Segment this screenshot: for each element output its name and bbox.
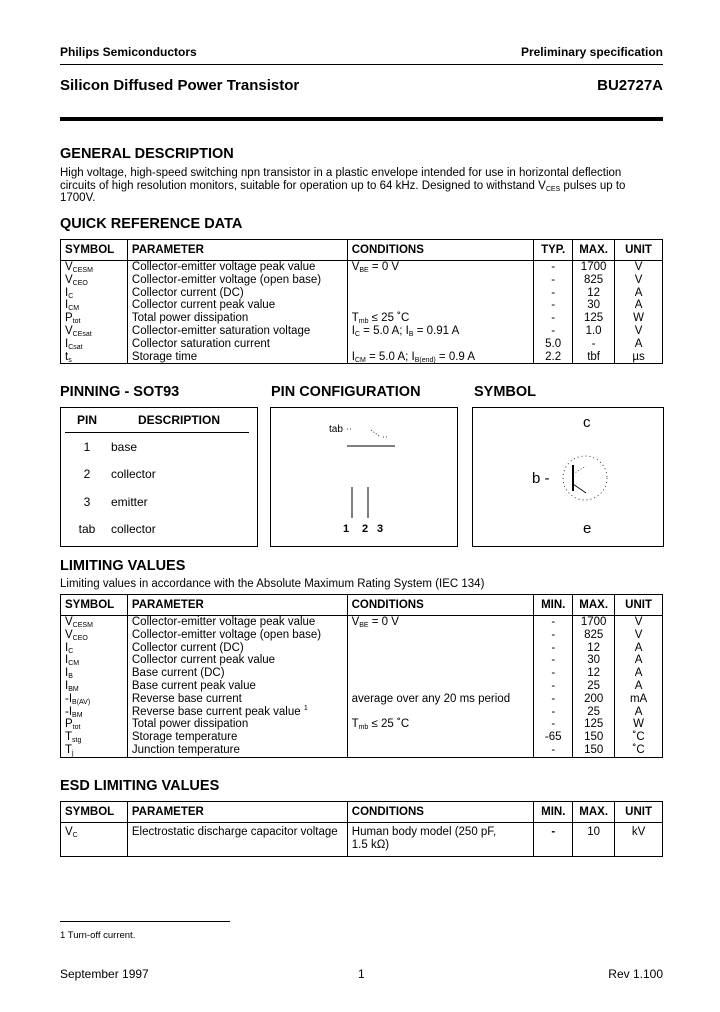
parameter-cell [127,299,347,312]
footnote-marker: 1 [303,704,308,712]
col-typ: TYP. [534,240,573,261]
symbol-cell [61,629,128,642]
symbol-text: V [65,616,73,628]
parameter-text: Junction temperature [131,743,240,756]
symbol-cell [61,261,128,274]
pin-number: tab [78,522,96,537]
parameter-cell [127,616,347,629]
symbol-subscript: CM [68,305,80,313]
symbol-subscript: j [72,749,74,757]
max-cell: 150 [573,744,615,757]
header-rule-thick [60,117,663,121]
conditions-subscript: BE [359,622,369,629]
max-cell: 30 [573,654,615,667]
parameter-text: Collector-emitter voltage (open base) [131,273,322,286]
symbol-text: t [65,350,69,363]
col-conditions: CONDITIONS [347,240,533,261]
max-cell: 125 [573,312,615,325]
table-row [61,616,663,629]
symbol-cell [61,680,128,693]
symbol-subscript: CEO [72,634,88,642]
parameter-cell [127,667,347,680]
table-row [61,312,663,325]
parameter-cell [127,706,347,719]
unit-cell: A [615,680,663,693]
unit-cell: A [615,642,663,655]
pin-label-3: 3 [377,523,384,535]
unit-cell: µs [615,351,663,364]
parameter-cell [127,312,347,325]
symbol-text: T [65,731,73,744]
min-cell: - [534,667,573,680]
document-status: Preliminary specification [520,45,663,59]
symbol-text: T [65,743,73,756]
symbol-text: I [65,337,69,350]
table-row [61,261,663,274]
symbol-subscript: stg [72,737,82,745]
conditions-subscript-2: B [408,330,414,338]
unit-cell: A [615,654,663,667]
parameter-cell: Electrostatic discharge capacitor voltage [127,823,347,857]
description-line-1: High voltage, high-speed switching npn transistor in a plastic envelope intended for use in horizontal deflection [60,167,622,179]
description-line-2-text: circuits of high resolution monitors, suitable for operation up to 64 kHz. Designed to withstand V [60,179,546,192]
conditions-text: I [351,324,355,337]
symbol-text: V [65,273,73,286]
typ-cell: 5.0 [534,338,573,351]
conditions-line-1: Human body model (250 pF, [351,826,497,838]
unit-cell: ˚C [615,744,663,757]
max-cell: 1700 [573,616,615,629]
pinning-heading: PINNING - SOT93 [60,384,180,400]
conditions-cell [347,629,534,642]
conditions-subscript: CM [354,356,366,364]
conditions-text-rest-2: = 0.9 A [435,350,476,363]
symbol-cell [61,654,128,667]
table-row [61,274,663,287]
col-unit: UNIT [615,240,663,261]
pin-configuration-heading: PIN CONFIGURATION [271,384,421,400]
min-cell: - [534,616,573,629]
symbol-text: V [65,261,73,273]
unit-cell: A [615,287,663,300]
min-cell: - [534,744,573,757]
header-rule-thin [60,64,663,65]
symbol-subscript: s [68,356,72,364]
unit-cell: V [615,274,663,287]
col-symbol: SYMBOL [61,240,128,261]
symbol-text: -I [65,705,73,718]
symbol-cell [61,338,128,351]
general-description-heading: GENERAL DESCRIPTION [60,146,234,162]
description-col-header: DESCRIPTION [109,408,249,433]
symbol-text: V [65,324,73,337]
footer-date: September 1997 [60,967,149,981]
conditions-cell [347,261,533,274]
parameter-cell [127,654,347,667]
max-cell: 12 [573,642,615,655]
col-unit: UNIT [615,802,663,823]
pin-description: collector [111,522,156,537]
conditions-cell [347,744,534,757]
parameter-text: Storage temperature [131,731,238,744]
conditions-text: T [351,718,359,731]
conditions-text-rest: = 0 V [368,261,400,273]
symbol-text: P [65,718,73,731]
col-symbol: SYMBOL [61,595,128,616]
table-row [61,706,663,719]
unit-cell: V [615,629,663,642]
collector-label: c [583,414,591,431]
conditions-cell [347,642,534,655]
symbol-subscript: CM [68,660,80,668]
col-min: MIN. [534,802,573,823]
conditions-text: V [351,261,360,273]
conditions-cell [347,299,533,312]
parameter-cell [127,351,347,364]
unit-cell: W [615,312,663,325]
parameter-cell [127,274,347,287]
symbol-cell [61,325,128,338]
conditions-cell [347,274,533,287]
npn-transistor-icon [473,408,663,546]
parameter-text: Total power dissipation [131,312,249,325]
parameter-text: Total power dissipation [131,718,249,731]
min-cell: - [534,642,573,655]
esd-table [60,801,663,857]
max-cell: 125 [573,718,615,731]
min-cell: - [534,693,573,706]
conditions-subscript: BE [359,267,369,274]
conditions-cell [347,706,534,719]
parameter-cell [127,731,347,744]
min-cell: - [534,629,573,642]
quick-reference-table [60,239,663,364]
symbol-subscript: Csat [68,343,83,351]
pin-label-1: 1 [343,523,350,535]
parameter-cell [127,744,347,757]
vces-subscript: CES [545,185,561,193]
max-cell: 12 [573,287,615,300]
col-min: MIN. [534,595,573,616]
pin-description: base [111,439,138,454]
conditions-cell [347,351,533,364]
typ-cell: - [534,261,573,274]
unit-cell: V [615,325,663,338]
footnote-rule [60,921,230,922]
pin-number: 3 [83,494,91,509]
symbol-text: I [65,299,69,312]
symbol-subscript: CESM [72,267,93,274]
parameter-text: Collector current peak value [131,654,276,667]
quick-reference-heading: QUICK REFERENCE DATA [60,216,243,232]
conditions-cell [347,680,534,693]
max-cell: tbf [573,351,615,364]
table-row [61,718,663,731]
parameter-text: Collector-emitter voltage peak value [131,616,316,628]
table-row [61,325,663,338]
symbol-box [472,407,664,547]
unit-cell: mA [615,693,663,706]
conditions-cell [347,312,533,325]
parameter-text: Collector-emitter voltage (open base) [131,628,322,641]
conditions-text: I [351,350,355,363]
conditions-subscript: mb [358,724,369,732]
description-line-3: 1700V. [60,192,96,204]
parameter-cell [127,325,347,338]
unit-cell: A [615,667,663,680]
symbol-cell [61,287,128,300]
max-cell: 150 [573,731,615,744]
symbol-subscript: tot [72,724,81,732]
symbol-text: I [65,667,69,680]
pin-description: collector [111,467,156,482]
table-row [61,693,663,706]
conditions-text-rest-2: = 0.91 A [413,324,460,337]
max-cell: 25 [573,706,615,719]
table-row [61,287,663,300]
symbol-text: -I [65,692,73,705]
unit-cell: A [615,706,663,719]
conditions-line-2: 1.5 kΩ) [351,839,390,851]
unit-cell: kV [615,823,663,857]
conditions-cell [347,731,534,744]
col-conditions: CONDITIONS [347,802,534,823]
conditions-cell [347,654,534,667]
symbol-cell [61,642,128,655]
min-cell: - [534,706,573,719]
max-cell: 200 [573,693,615,706]
revision: Rev 1.100 [608,967,663,981]
symbol-subscript: BM [68,685,79,693]
pin-number: 1 [83,439,91,454]
typ-cell: 2.2 [534,351,573,364]
description-line-2-tail: pulses up to [560,179,626,192]
conditions-text-rest: = 0 V [368,616,399,628]
symbol-subscript: CEsat [72,330,92,338]
symbol-cell [61,351,128,364]
pinning-box [60,407,258,547]
symbol-cell [61,706,128,719]
col-max: MAX. [573,802,615,823]
symbol-text: P [65,312,73,325]
parameter-cell [127,693,347,706]
conditions-cell [347,718,534,731]
parameter-text: Collector saturation current [131,337,270,350]
symbol-cell [61,312,128,325]
tab-label: tab [329,424,343,435]
parameter-text: Base current (DC) [131,667,225,680]
conditions-cell [347,667,534,680]
parameter-cell [127,680,347,693]
col-symbol: SYMBOL [61,802,128,823]
unit-cell: W [615,718,663,731]
parameter-text: Collector-emitter saturation voltage [131,324,311,337]
col-parameter: PARAMETER [127,240,347,261]
table-row [61,351,663,364]
max-cell: 30 [573,299,615,312]
max-cell: 12 [573,667,615,680]
min-cell: - [534,680,573,693]
typ-cell: - [534,312,573,325]
unit-cell: V [615,616,663,629]
typ-cell: - [534,287,573,300]
parameter-cell [127,629,347,642]
min-cell: - [534,718,573,731]
table-row [61,667,663,680]
conditions-text: T [351,312,359,325]
conditions-cell [347,325,533,338]
parameter-text: Collector current (DC) [131,286,244,299]
symbol-cell [61,731,128,744]
symbol-cell [61,693,128,706]
typ-cell: - [534,299,573,312]
conditions-text: average over any 20 ms period [351,692,511,705]
pin-col-header: PIN [65,408,109,433]
unit-cell: V [615,261,663,274]
symbol-cell [61,823,128,857]
parameter-text: Base current peak value [131,679,256,692]
company-name: Philips Semiconductors [60,45,197,59]
part-number: BU2727A [597,77,663,94]
table-row [61,823,663,857]
col-max: MAX. [573,240,615,261]
conditions-text-rest: ≤ 25 ˚C [368,312,410,325]
esd-heading: ESD LIMITING VALUES [60,778,220,794]
pinning-table [65,408,249,543]
symbol-subscript: C [72,832,78,839]
unit-cell: A [615,299,663,312]
table-row [61,642,663,655]
list-item [65,516,249,544]
pin-number: 2 [83,467,91,482]
symbol-subscript: B [68,673,73,681]
page-number: 1 [358,967,365,981]
conditions-cell [347,693,534,706]
symbol-cell [61,718,128,731]
pin-configuration-box [270,407,458,547]
conditions-cell [347,616,534,629]
parameter-text: Reverse base current [131,692,242,705]
table-row [61,654,663,667]
max-cell: 10 [573,823,615,857]
base-label: b - [532,470,550,487]
min-cell: -65 [534,731,573,744]
parameter-text: Collector-emitter voltage peak value [131,261,316,273]
general-description-text [60,167,670,205]
symbol-text: V [65,628,73,641]
typ-cell: - [534,325,573,338]
conditions-cell [347,287,533,300]
parameter-cell [127,642,347,655]
symbol-text: I [65,679,69,692]
conditions-subscript: C [354,330,360,338]
conditions-subscript: mb [358,318,369,326]
parameter-cell [127,338,347,351]
symbol-text: I [65,641,69,654]
symbol-cell [61,616,128,629]
conditions-subscript-2: B(end) [414,356,436,364]
symbol-subscript: tot [72,318,81,326]
limiting-values-table [60,594,663,758]
min-cell: - [534,654,573,667]
symbol-text: I [65,286,69,299]
list-item [65,461,249,489]
emitter-label: e [583,520,592,537]
col-max: MAX. [573,595,615,616]
col-conditions: CONDITIONS [347,595,534,616]
max-cell: 25 [573,680,615,693]
product-title: Silicon Diffused Power Transistor [60,77,300,94]
unit-cell: ˚C [615,731,663,744]
parameter-text: Collector current (DC) [131,641,244,654]
symbol-cell [61,667,128,680]
col-unit: UNIT [615,595,663,616]
max-cell: 825 [573,629,615,642]
symbol-cell [61,744,128,757]
symbol-subscript: B(AV) [72,698,91,706]
unit-cell: A [615,338,663,351]
parameter-cell [127,261,347,274]
pin-label-2: 2 [362,523,369,535]
symbol-text: I [65,654,69,667]
parameter-cell [127,287,347,300]
symbol-subscript: C [68,647,74,655]
symbol-cell [61,299,128,312]
parameter-text: Reverse base current peak value [131,705,301,718]
typ-cell: - [534,274,573,287]
pin-description: emitter [111,494,148,509]
max-cell: 825 [573,274,615,287]
parameter-text: Storage time [131,350,198,363]
symbol-subscript: CEO [72,279,88,287]
limiting-values-heading: LIMITING VALUES [60,558,186,574]
footnote-text: 1 Turn-off current. [60,930,136,941]
col-parameter: PARAMETER [127,802,347,823]
symbol-subscript: CESM [72,622,93,629]
table-row [61,338,663,351]
max-cell: - [573,338,615,351]
max-cell: 1.0 [573,325,615,338]
table-row [61,299,663,312]
symbol-text: V [65,826,73,838]
conditions-cell [347,823,534,857]
col-parameter: PARAMETER [127,595,347,616]
symbol-cell [61,274,128,287]
list-item [65,433,249,461]
parameter-cell [127,718,347,731]
max-cell: 1700 [573,261,615,274]
table-row [61,731,663,744]
list-item [65,488,249,516]
conditions-cell [347,338,533,351]
conditions-text-rest: ≤ 25 ˚C [368,718,410,731]
conditions-text-rest: = 5.0 A; I [359,324,409,337]
symbol-subscript: C [68,292,74,300]
parameter-text: Collector current peak value [131,299,276,312]
table-row [61,744,663,757]
symbol-heading: SYMBOL [474,384,537,400]
min-cell: - [534,823,573,857]
table-row [61,680,663,693]
limiting-values-intro: Limiting values in accordance with the Absolute Maximum Rating System (IEC 134) [60,578,485,590]
description-line-2 [60,180,670,193]
conditions-text: V [351,616,360,628]
symbol-subscript: BM [72,711,83,719]
table-row [61,629,663,642]
conditions-text-rest: = 5.0 A; I [365,350,415,363]
